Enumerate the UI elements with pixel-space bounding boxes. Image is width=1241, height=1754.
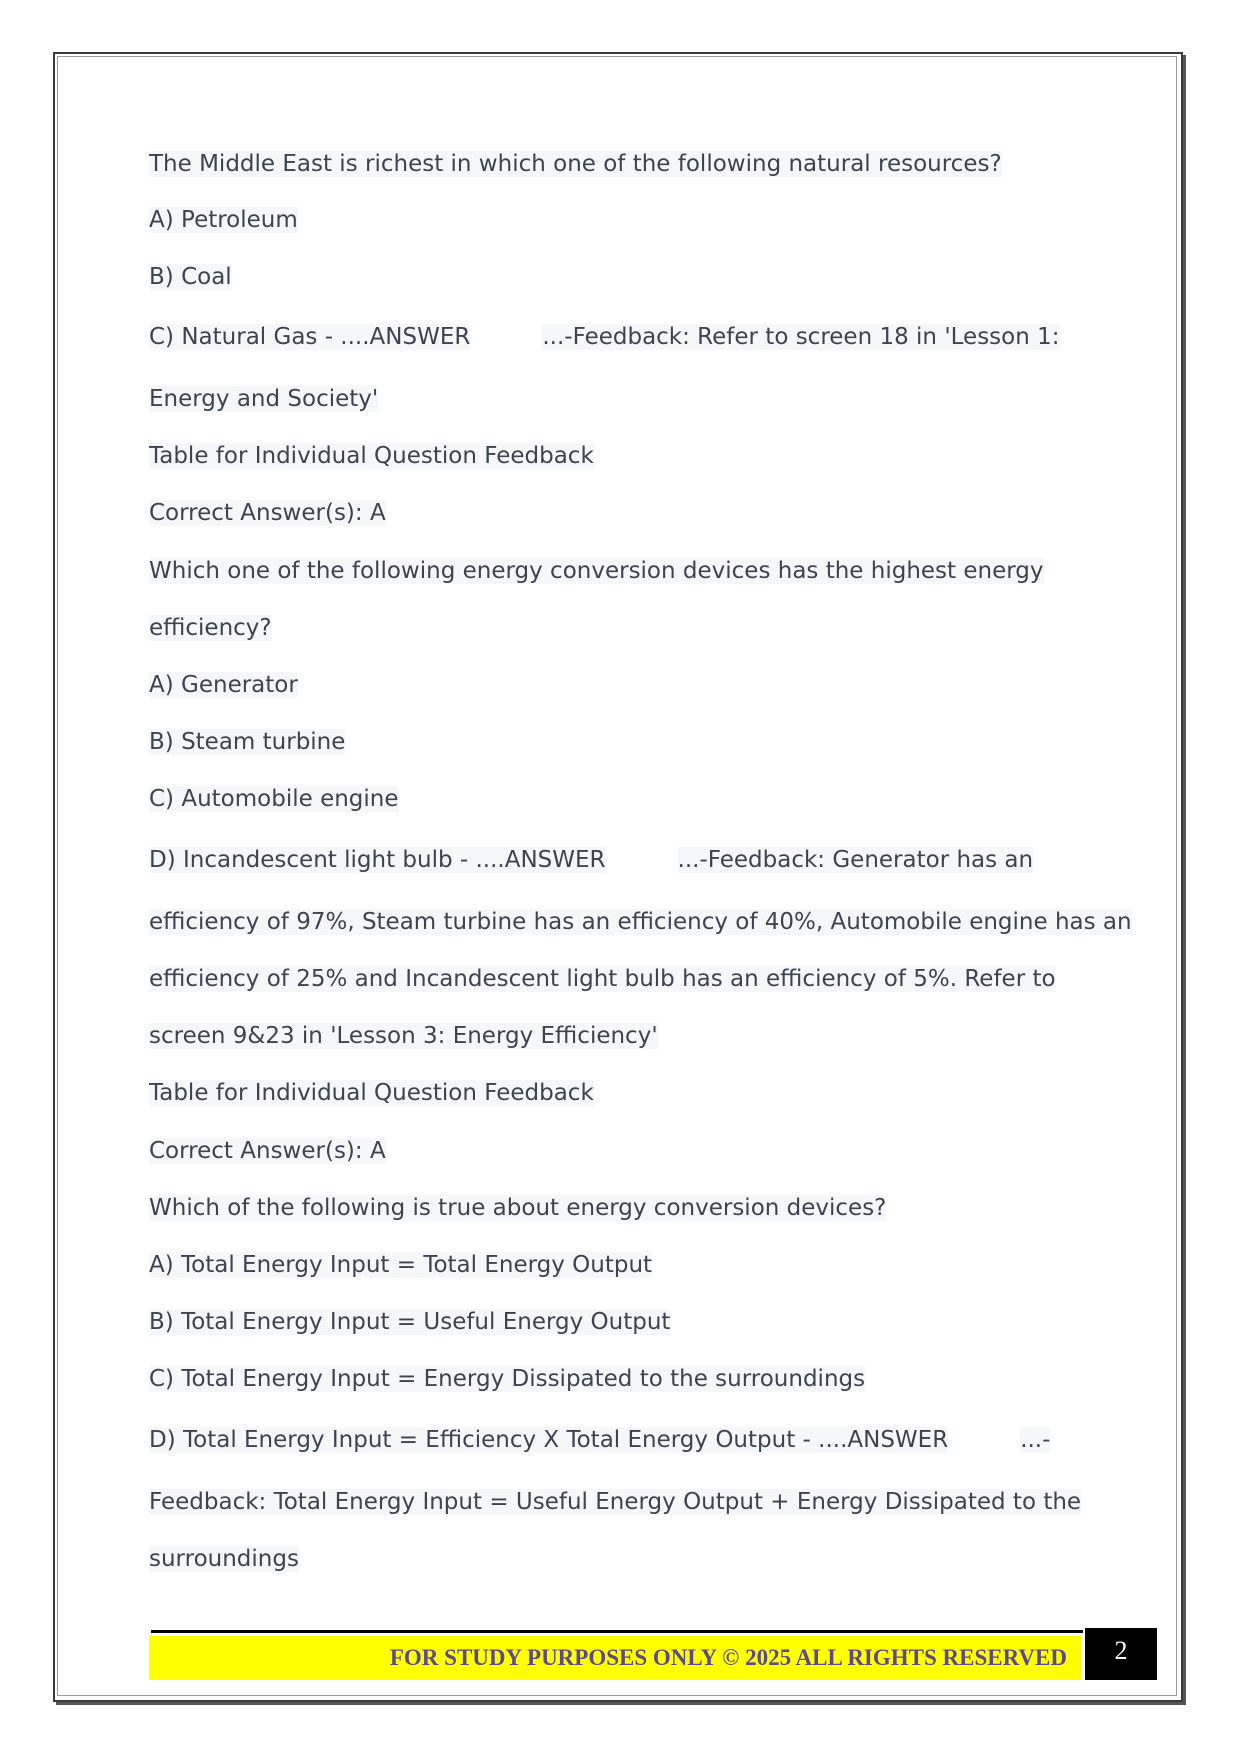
question-1-feedback-cont: Energy and Society' <box>149 386 379 412</box>
question-2-option-d-answer: D) Incandescent light bulb - ....ANSWER ...-Feedback: Generator has an <box>149 847 1034 873</box>
footer-divider <box>151 1630 1083 1633</box>
question-3-option-d-answer: D) Total Energy Input = Efficiency X Total Energy Output - ....ANSWER ...- <box>149 1427 1051 1453</box>
question-2-option-b: B) Steam turbine <box>149 729 346 755</box>
footer-copyright-notice: FOR STUDY PURPOSES ONLY © 2025 ALL RIGHTS RESERVED <box>389 1645 1067 1670</box>
feedback-table-heading: Table for Individual Question Feedback <box>149 443 594 469</box>
question-2-option-a: A) Generator <box>149 672 298 698</box>
question-2-text-cont: efficiency? <box>149 615 272 641</box>
question-2-text: Which one of the following energy conversion devices has the highest energy <box>149 558 1044 584</box>
question-1-option-c-answer: C) Natural Gas - ....ANSWER ...-Feedback: Refer to screen 18 in 'Lesson 1: <box>149 324 1060 350</box>
question-1-option-a: A) Petroleum <box>149 207 298 233</box>
question-2-option-c: C) Automobile engine <box>149 786 399 812</box>
question-3-text: Which of the following is true about energy conversion devices? <box>149 1195 887 1221</box>
question-3-feedback-line-1: Feedback: Total Energy Input = Useful Energy Output + Energy Dissipated to the <box>149 1489 1082 1515</box>
question-2-feedback-line-1: efficiency of 97%, Steam turbine has an efficiency of 40%, Automobile engine has an <box>149 909 1132 935</box>
question-2-feedback-line-3: screen 9&23 in 'Lesson 3: Energy Efficiency' <box>149 1023 658 1049</box>
question-3-option-b: B) Total Energy Input = Useful Energy Output <box>149 1309 671 1335</box>
question-3-option-a: A) Total Energy Input = Total Energy Output <box>149 1252 653 1278</box>
correct-answer-2: Correct Answer(s): A <box>149 1138 386 1164</box>
question-1-text: The Middle East is richest in which one of the following natural resources? <box>149 151 1002 177</box>
question-3-option-c: C) Total Energy Input = Energy Dissipated to the surroundings <box>149 1366 866 1392</box>
question-1-option-b: B) Coal <box>149 264 232 290</box>
correct-answer-1: Correct Answer(s): A <box>149 500 386 526</box>
question-2-feedback-line-2: efficiency of 25% and Incandescent light bulb has an efficiency of 5%. Refer to <box>149 966 1056 992</box>
page-number: 2 <box>1085 1628 1157 1680</box>
question-3-feedback-line-2: surroundings <box>149 1546 299 1572</box>
feedback-table-heading: Table for Individual Question Feedback <box>149 1080 594 1106</box>
